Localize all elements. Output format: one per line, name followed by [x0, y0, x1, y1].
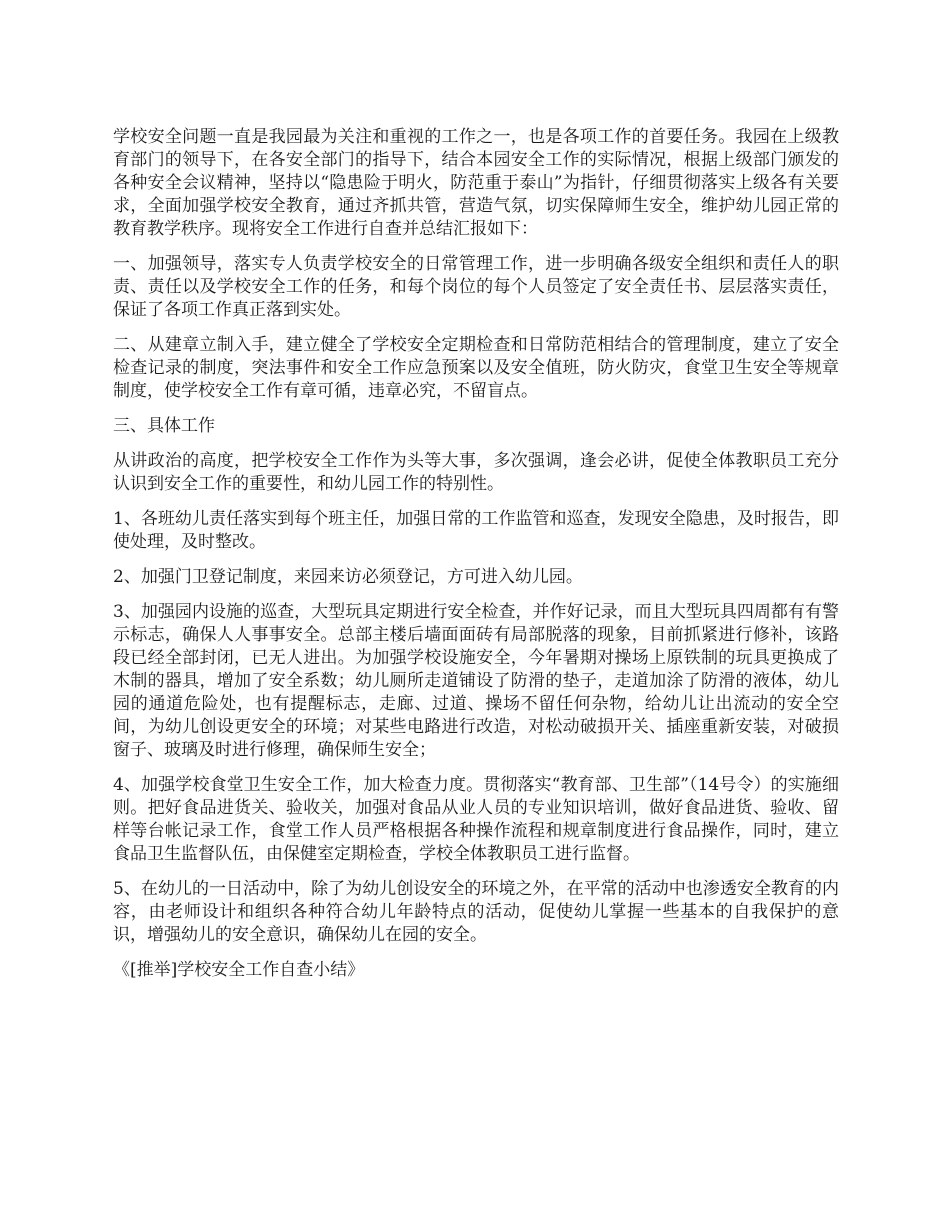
document-body	[113, 126, 839, 994]
intro-paragraph: 学校安全问题一直是我园最为关注和重视的工作之一，也是各项工作的首要任务。我园在上级教育部门的领导下，在各安全部门的指导下，结合本园安全工作的实际情况，根据上级部门颁发的各种安全会议精神，坚持以“隐患险于明火，防范重于泰山”为指针，仔细贯彻落实上级各有关要求，全面加强学校安全教育，通过齐抓共管，营造气氛，切实保障师生安全，维护幼儿园正常的教育教学秩序。现将安全工作进行自查并总结汇报如下：	[113, 127, 839, 239]
section-3-heading: 三、具体工作	[113, 416, 215, 436]
item-4-paragraph: 4、加强学校食堂卫生安全工作，加大检查力度。贯彻落实“教育部、卫生部”（14号令）的实施细则。把好食品进货关、验收关，加强对食品从业人员的专业知识培训，做好食品进货、验收、留样等台帐记录工作，食堂工作人员严格根据各种操作流程和规章制度进行食品操作，同时，建立食品卫生监督队伍，由保健室定期检查，学校全体教职员工进行监督。	[113, 775, 839, 864]
document-title-footer: 《[推举]学校安全工作自查小结》	[113, 960, 365, 980]
section-3-intro: 从讲政治的高度，把学校安全工作作为头等大事，多次强调，逢会必讲，促使全体教职员工充分认识到安全工作的重要性，和幼儿园工作的特别性。	[113, 451, 839, 494]
item-5-paragraph: 5、在幼儿的一日活动中，除了为幼儿创设安全的环境之外，在平常的活动中也渗透安全教育的内容，由老师设计和组织各种符合幼儿年龄特点的活动，促使幼儿掌握一些基本的自我保护的意识，增强幼儿的安全意识，确保幼儿在园的安全。	[113, 879, 839, 945]
item-1-paragraph: 1、各班幼儿责任落实到每个班主任，加强日常的工作监管和巡查，发现安全隐患，及时报告，即使处理，及时整改。	[113, 509, 839, 552]
item-2-paragraph: 2、加强门卫登记制度，来园来访必须登记，方可进入幼儿园。	[113, 567, 583, 587]
section-2-regulations: 二、从建章立制入手，建立健全了学校安全定期检查和日常防范相结合的管理制度，建立了安全检查记录的制度，突法事件和安全工作应急预案以及安全值班，防火防灾，食堂卫生安全等规章制度，使学校安全工作有章可循，违章必究，不留盲点。	[113, 335, 839, 401]
item-3-paragraph: 3、加强园内设施的巡查，大型玩具定期进行安全检查，并作好记录，而且大型玩具四周都有有警示标志，确保人人事事安全。总部主楼后墙面面砖有局部脱落的现象，目前抓紧进行修补，该路段已经全部封闭，已无人进出。为加强学校设施安全，今年暑期对操场上原铁制的玩具更换成了木制的器具，增加了安全系数；幼儿厕所走道铺设了防滑的垫子，走道加涂了防滑的液体，幼儿园的通道危险处，也有提醒标志，走廊、过道、操场不留任何杂物，给幼儿让出流动的安全空间，为幼儿创设更安全的环境；对某些电路进行改造，对松动破损开关、插座重新安装，对破损窗子、玻璃及时进行修理，确保师生安全；	[113, 602, 839, 760]
section-1-leadership: 一、加强领导，落实专人负责学校安全的日常管理工作，进一步明确各级安全组织和责任人的职责、责任以及学校安全工作的任务，和每个岗位的每个人员签定了安全责任书、层层落实责任，保证了各项工作真正落到实处。	[113, 254, 839, 320]
